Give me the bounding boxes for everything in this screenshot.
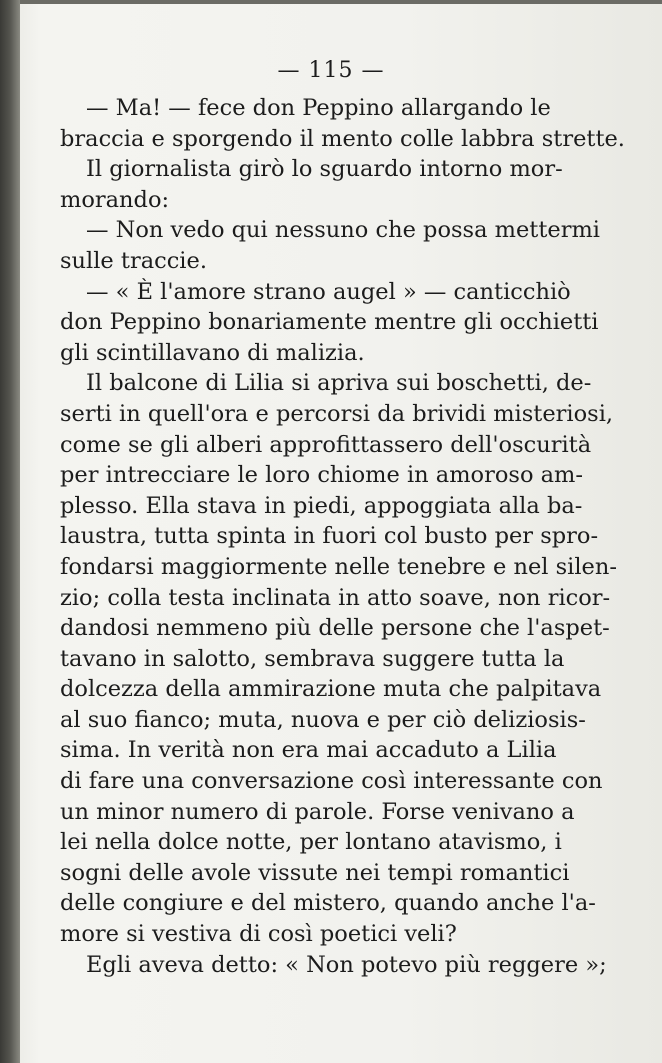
text-line: al suo fianco; muta, nuova e per ciò deliziosis- xyxy=(60,706,586,733)
book-spine-edge xyxy=(0,0,20,1063)
text-line: come se gli alberi approfittassero dell'oscurità xyxy=(60,431,592,458)
text-line: morando: xyxy=(60,186,170,213)
text-line: sulle traccie. xyxy=(60,247,207,274)
text-line: don Peppino bonariamente mentre gli occhietti xyxy=(60,309,599,336)
text-line: Il balcone di Lilia si apriva sui boschetti, de- xyxy=(86,370,592,397)
text-line: sogni delle avole vissute nei tempi romantici xyxy=(60,859,570,886)
text-line: dandosi nemmeno più delle persone che l'aspet- xyxy=(60,615,610,642)
text-line: serti in quell'ora e percorsi da brividi misteriosi, xyxy=(60,400,614,427)
text-line: — Non vedo qui nessuno che possa mettermi xyxy=(86,217,600,244)
text-line: plesso. Ella stava in piedi, appoggiata alla ba- xyxy=(60,492,583,519)
text-line: laustra, tutta spinta in fuori col busto per spro- xyxy=(60,523,599,550)
text-line: dolcezza della ammirazione muta che palpitava xyxy=(60,676,602,703)
text-line: Il giornalista girò lo sguardo intorno mor- xyxy=(86,156,563,183)
page-number: — 115 — xyxy=(277,58,385,83)
text-line: Egli aveva detto: « Non potevo più reggere »; xyxy=(86,951,607,978)
text-line: sima. In verità non era mai accaduto a Lilia xyxy=(60,737,557,764)
text-line: braccia e sporgendo il mento colle labbra strette. xyxy=(60,125,625,152)
text-line: gli scintillavano di malizia. xyxy=(60,339,365,366)
text-line: fondarsi maggiormente nelle tenebre e nel silen- xyxy=(60,553,617,580)
text-line: zio; colla testa inclinata in atto soave, non ricor- xyxy=(60,584,611,611)
text-line: delle congiure e del mistero, quando anche l'a- xyxy=(60,890,596,917)
text-line: di fare una conversazione così interessante con xyxy=(60,768,603,795)
text-line: — Ma! — fece don Peppino allargando le xyxy=(86,95,551,121)
page-top-edge xyxy=(0,0,662,4)
text-line: per intrecciare le loro chiome in amoroso am- xyxy=(60,462,583,489)
text-line: tavano in salotto, sembrava suggere tutta la xyxy=(60,645,565,672)
body-text xyxy=(60,93,625,980)
text-line: more si vestiva di così poetici veli? xyxy=(60,921,457,948)
text-line: — « È l'amore strano augel » — canticchiò xyxy=(86,278,571,305)
text-line: un minor numero di parole. Forse venivano a xyxy=(60,798,575,825)
text-line: lei nella dolce notte, per lontano atavismo, i xyxy=(60,829,562,856)
